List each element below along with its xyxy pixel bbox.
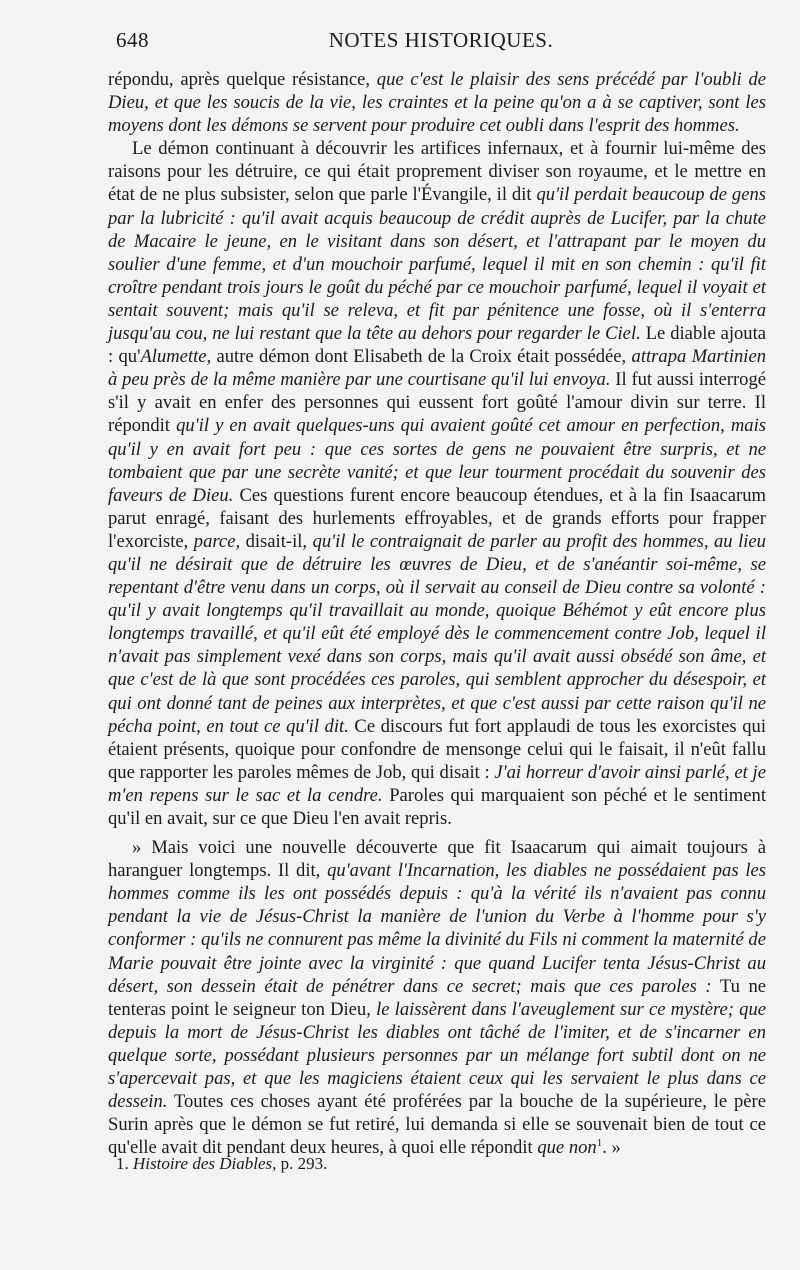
text-span: Le diable ajouta : qu'	[108, 323, 767, 368]
text-span: . »	[602, 1137, 621, 1159]
page-header	[116, 24, 766, 56]
footnote	[116, 1154, 766, 1174]
text-span: Alumette,	[140, 346, 212, 368]
text-span: Ces questions furent encore beaucoup étendues, et à la fin Isaacarum parut enragé, faisant des hurlements effroyables, et de grands efforts pour frapper l'exorciste,	[108, 484, 766, 552]
text-span: parce,	[193, 530, 241, 552]
text-span: Ce discours fut fort applaudi de tous les exorcistes qui étaient présents, quoique pour confondre de mensonge celui qui le faisait, il n'eût fallu que rapporter les paroles mêmes de Job, qui disait :	[108, 715, 766, 783]
text-span: Paroles qui marquaient son péché et le sentiment qu'il en avait, sur ce que Dieu l'en avait repris.	[108, 784, 766, 829]
text-body	[108, 68, 766, 1159]
text-span: le laissèrent dans l'aveuglement sur ce mystère; que depuis la mort de Jésus-Christ les diables ont tâché de l'imiter, et de s'incarner en quelque sorte, possédant plusieurs personnes par un mélange fort subtil dont on ne s'apercevait pas, et que les magiciens étaient ceux qui les servaient le plus dans ce dessein.	[108, 998, 767, 1113]
text-span: que non	[537, 1137, 597, 1159]
text-span: J'ai horreur d'avoir ainsi parlé, et je m'en repens sur le sac et la cendre.	[108, 761, 766, 806]
text-span: » Mais voici une nouvelle découverte que fit Isaacarum qui aimait toujours à haranguer longtemps. Il dit,	[108, 837, 766, 882]
paragraph	[108, 836, 766, 1159]
text-span: répondu, après quelque résistance,	[108, 69, 377, 90]
text-span: Toutes ces choses ayant été proférées par la bouche de la supérieure, le père Surin après que le démon se fut retiré, lui demanda si elle se souvenait bien de tout ce qu'elle avait dit pendant deux heures, à quoi elle répondit	[108, 1091, 766, 1159]
running-title: NOTES HISTORIQUES.	[328, 28, 554, 52]
paragraph	[108, 68, 766, 137]
footnote-title: Histoire des Diables,	[133, 1154, 277, 1173]
text-span: qu'il y en avait quelques-uns qui avaient goûté cet amour en perfection, mais qu'il y en avait fort peu : que ces sortes de gens ne pouvaient être surpris, et ne tombaient que par une secrète vanité; et que leur tourment procédait du souvenir des faveurs de Dieu.	[108, 415, 766, 506]
text-span: Il fut aussi interrogé s'il y avait en enfer des personnes qui eussent fort goûté l'amour divin sur terre. Il répondit	[108, 369, 767, 437]
footnote-ref-marker: 1	[596, 1137, 603, 1150]
text-span: autre démon dont Elisabeth de la Croix était possédée,	[211, 346, 632, 368]
paragraph	[108, 137, 766, 830]
text-span: Le démon continuant à découvrir les artifices infernaux, et à fournir lui-même des raisons pour les détruire, ce qui était proprement diviser son royaume, et le mettre en état de ne plus subsister, selon que parle l'Évangile, il dit	[108, 138, 766, 206]
text-span: qu'il perdait beaucoup de gens par la lubricité : qu'il avait acquis beaucoup de crédit auprès de Lucifer, par la chute de Macaire le jeune, en le visitant dans son désert, et l'attrapant par le moyen du soulier d'une femme, et d'un mouchoir parfumé, lequel il mit en son chemin : qu'il fit croître pendant trois jours le goût du péché par ce mouchoir parfumé, lequel il voyait et sentait souvent; mais qu'il se releva, et fit par pénitence une fosse, où il s'enterra jusqu'au cou, ne lui restant que la tête au dehors pour regarder le Ciel.	[108, 184, 766, 345]
text-span: qu'il le contraignait de parler au profit des hommes, au lieu qu'il ne désirait que de détruire les œuvres de Dieu, et de s'anéantir soi-même, se repentant d'être venu dans un corps, où il servait au conseil de Dieu contre sa volonté : qu'il y avait longtemps qu'il travaillait au monde, quoique Béhémot y eût encore plus longtemps travaillé, et qu'il eût été employé dès le commencement contre Job, lequel il n'avait pas simplement vexé dans son corps, mais qu'il avait aussi obsédé son âme, et que c'est de là que sont procédées ces paroles, qui semblent approcher du désespoir, et qui ont donné tant de peines aux interprètes, et que c'est aussi par cette raison qu'il ne pécha point, en tout ce qu'il dit.	[108, 530, 766, 737]
footnote-ref: p. 293.	[280, 1154, 328, 1173]
text-span: disait-il,	[240, 530, 313, 552]
footnote-marker: 1.	[116, 1154, 129, 1173]
text-span: Tu ne tenteras point le seigneur ton Dieu,	[108, 975, 766, 1020]
page-number: 648	[116, 28, 149, 52]
text-span: attrapa Martinien à peu près de la même manière par une courtisane qu'il lui envoya.	[108, 346, 766, 391]
text-span: qu'avant l'Incarnation, les diables ne possédaient pas les hommes comme ils les ont possédés depuis : qu'à la vérité ils n'avaient pas connu pendant la vie de Jésus-Christ la manière de l'union du Verbe à l'homme pour s'y conformer : qu'ils ne connurent pas même la divinité du Fils ni comment la maternité de Marie pouvait être jointe avec la virginité : que quand Lucifer tenta Jésus-Christ au désert, son dessein était de pénétrer dans ce secret; mais que ces paroles :	[108, 860, 766, 997]
text-span: que c'est le plaisir des sens précédé par l'oubli de Dieu, et que les soucis de la vie, les craintes et la peine qu'on a à se captiver, sont les moyens dont les démons se servent pour produire cet oubli dans l'esprit des hommes.	[108, 69, 766, 137]
